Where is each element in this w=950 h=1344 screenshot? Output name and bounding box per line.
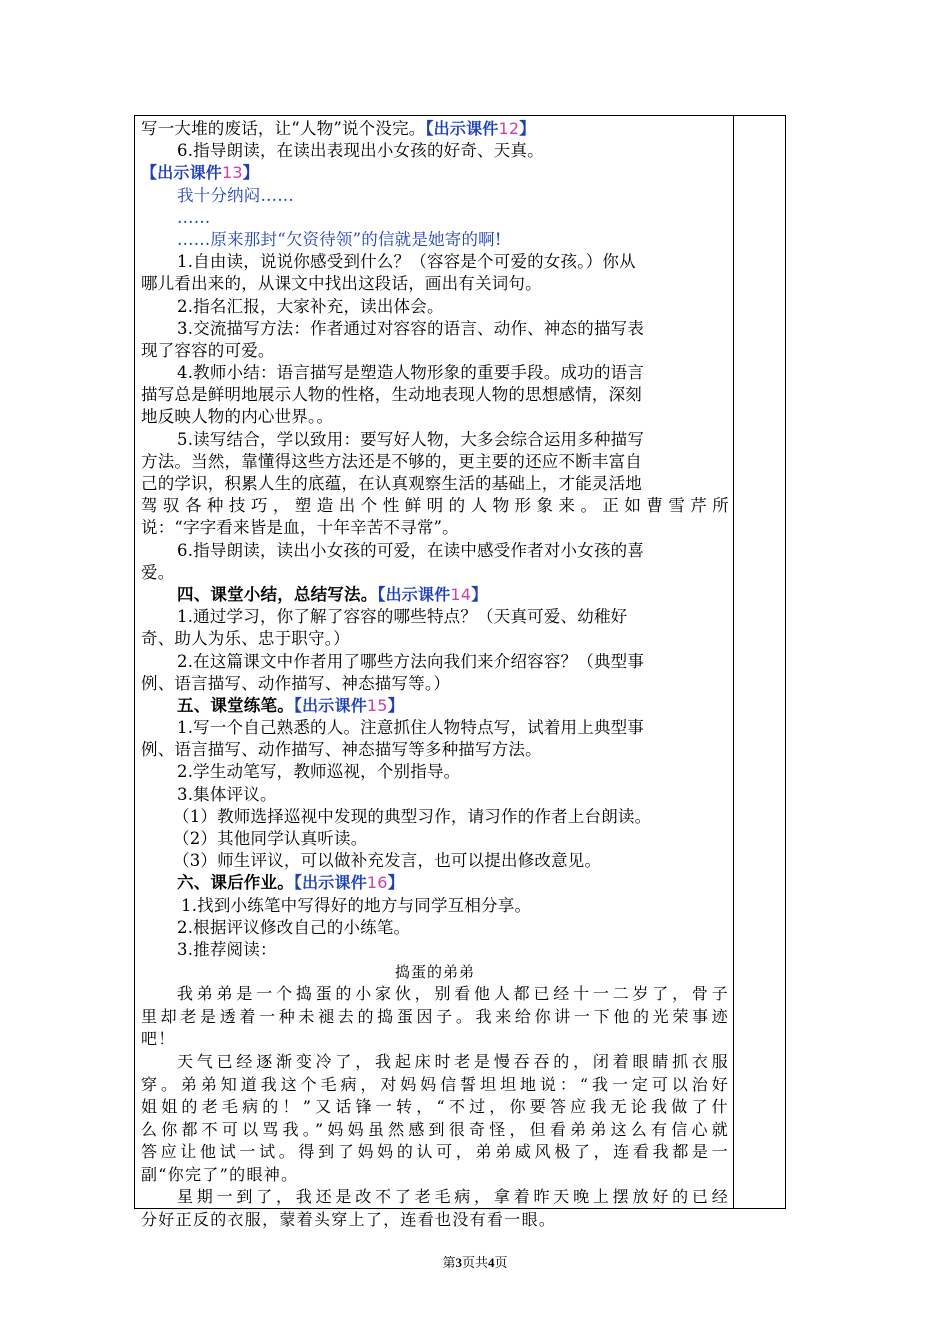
text-line: 2.学生动笔写，教师巡视，个别指导。 [177, 762, 461, 782]
courseware-tag: 【出示课件14】 [377, 584, 488, 604]
section-heading: 五、课堂练笔。【出示课件15】 [177, 695, 404, 715]
story-line: 么你都不可以骂我。”妈妈虽然感到很奇怪，但看弟弟这么有信心就 [141, 1119, 729, 1139]
text-line: 4.教师小结：语言描写是塑造人物形象的重要手段。成功的语言 [177, 363, 645, 383]
text-line: 2.指名汇报，大家补充，读出体会。 [177, 296, 444, 316]
quote-line: 我十分纳闷…… [177, 185, 294, 205]
text-line: 2.在这篇课文中作者用了哪些方法向我们来介绍容容？（典型事 [177, 651, 645, 671]
text-line: 1.找到小练笔中写得好的地方与同学互相分享。 [181, 895, 532, 915]
text-line: 例、语言描写、动作描写、神态描写等多种描写方法。 [141, 740, 542, 760]
quote-line: ……原来那封“欠资待领”的信就是她寄的啊! [177, 229, 502, 249]
text-line: 1.写一个自己熟悉的人。注意抓住人物特点写，试着用上典型事 [177, 718, 645, 738]
table-column-divider [733, 115, 734, 1209]
text-line: 方法。当然，靠懂得这些方法还是不够的，更主要的还应不断丰富自 [141, 451, 642, 471]
story-line: 分好正反的衣服，蒙着头穿上了，连看也没有看一眼。 [141, 1210, 557, 1230]
text-line: 说：“字字看来皆是血，十年辛苦不寻常”。 [141, 518, 459, 538]
text-line: 1.自由读，说说你感受到什么？（容容是个可爱的女孩。）你从 [177, 252, 636, 272]
text-line: （3）师生评议，可以做补充发言，也可以提出修改意见。 [173, 851, 602, 871]
text-line: 奇、助人为乐、忠于职守。） [141, 629, 350, 649]
quote-line: …… [177, 207, 211, 227]
story-line: 我弟弟是一个捣蛋的小家伙，别看他人都已经十一二岁了，骨子 [177, 984, 729, 1004]
text-line: 3.集体评议。 [177, 784, 277, 804]
lesson-content-cell [141, 118, 729, 1232]
story-line: 穿。弟弟知道我这个毛病，对妈妈信誓坦坦地说：“我一定可以治好 [141, 1074, 729, 1094]
page-footer: 第3页共4页 [442, 1255, 508, 1270]
text-line: 5.读写结合，学以致用：要写好人物，大多会综合运用多种描写 [177, 429, 645, 449]
text-line: 1.通过学习，你了解了容容的哪些特点？（天真可爱、幼稚好 [177, 607, 628, 627]
story-line: 吧！ [141, 1029, 176, 1049]
text-line: 3.推荐阅读： [177, 939, 277, 959]
story-line: 副“你完了”的眼神。 [141, 1164, 299, 1184]
text-line: 例、语言描写、动作描写、神态描写等。） [141, 673, 451, 693]
text-line: 地反映人物的内心世界。。 [141, 407, 334, 427]
courseware-tag: 【出示课件16】 [293, 873, 404, 893]
text-line: 现了容容的可爱。 [141, 340, 275, 360]
courseware-tag: 【出示课件13】 [141, 163, 259, 183]
story-title: 捣蛋的弟弟 [394, 963, 475, 982]
story-line: 天气已经逐渐变冷了，我起床时老是慢吞吞的，闭着眼睛抓衣服 [177, 1051, 729, 1071]
text-line: 己的学识，积累人生的底蕴，在认真观察生活的基础上，才能灵活地 [141, 474, 642, 493]
story-line: 答应让他试一试。得到了妈妈的认可，弟弟威风极了，连看我都是一 [141, 1142, 729, 1162]
text-line: 爱。 [141, 562, 175, 582]
text-line: 驾驭各种技巧，塑造出个性鲜明的人物形象来。正如曹雪芹所 [141, 496, 729, 516]
story-line: 里却老是透着一种未褪去的捣蛋因子。我来给你讲一下他的光荣事迹 [141, 1006, 729, 1026]
text-line: 6.指导朗读，读出小女孩的可爱，在读中感受作者对小女孩的喜 [177, 540, 645, 560]
text-line: （2）其他同学认真听读。 [173, 829, 368, 848]
story-line: 星期一到了，我还是改不了老毛病，拿着昨天晚上摆放好的已经 [177, 1187, 729, 1207]
section-heading: 四、课堂小结，总结写法。【出示课件14】 [177, 584, 488, 604]
text-line: 6.指导朗读，在读出表现出小女孩的好奇、天真。 [177, 141, 544, 161]
text-line: 描写总是鲜明地展示人物的性格，生动地表现人物的思想感情，深刻 [141, 385, 642, 405]
story-line: 姐姐的老毛病的！”又话锋一转，“不过，你要答应我无论我做了什 [141, 1097, 729, 1117]
text-line: 2.根据评议修改自己的小练笔。 [177, 917, 411, 937]
text-line: （1）教师选择巡视中发现的典型习作，请习作的作者上台朗读。 [173, 806, 652, 826]
text-line: 3.交流描写方法：作者通过对容容的语言、动作、神态的描写表 [177, 318, 645, 338]
section-heading: 六、课后作业。【出示课件16】 [177, 873, 404, 893]
text-line: 哪儿看出来的，从课文中找出这段话，画出有关词句。 [141, 274, 542, 294]
courseware-tag: 【出示课件15】 [293, 695, 404, 715]
text-line: 写一大堆的废话，让“人物”说个没完。【出示课件12】 [141, 119, 536, 138]
courseware-tag: 【出示课件12】 [425, 119, 536, 138]
